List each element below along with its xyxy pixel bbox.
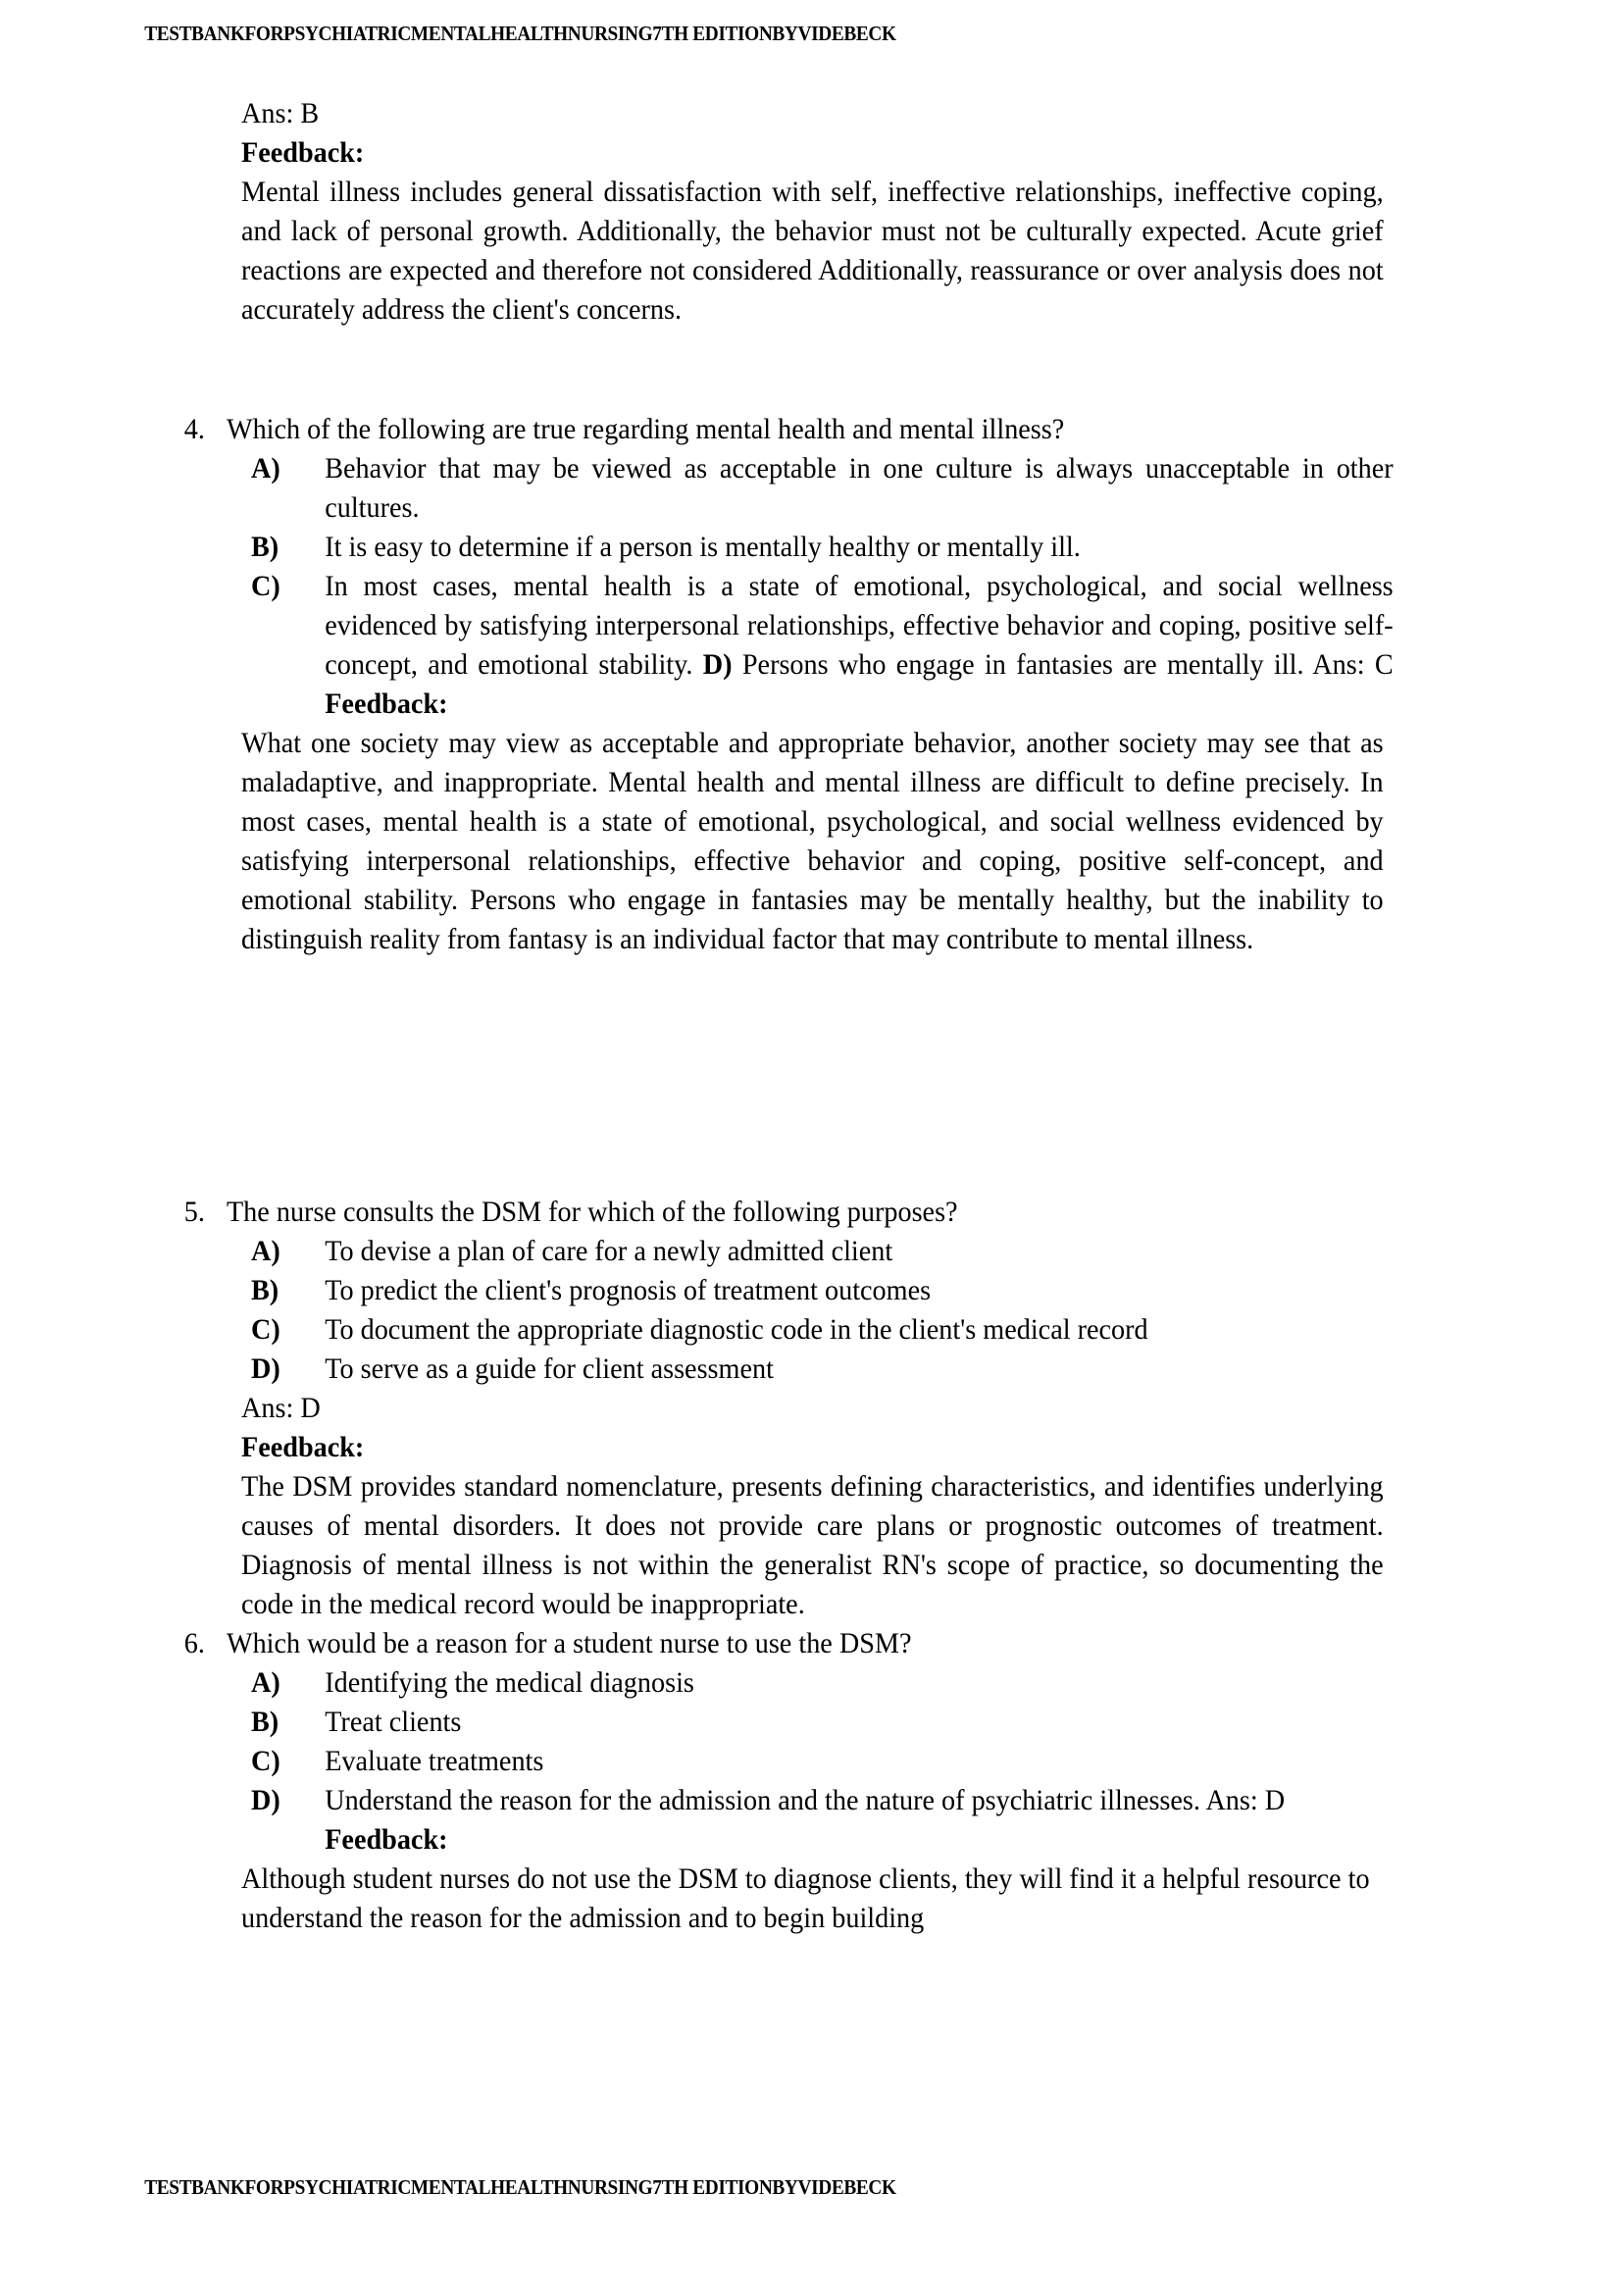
question-5-option-a[interactable]	[251, 1232, 1394, 1271]
spacer	[241, 330, 1384, 410]
running-head: TESTBANKFORPSYCHIATRICMENTALHEALTHNURSING7TH EDITIONBYVIDEBECK	[144, 22, 896, 45]
question-4-options	[251, 449, 1394, 724]
question-5-option-c[interactable]	[251, 1310, 1394, 1350]
option-letter: B)	[251, 1706, 279, 1738]
question-6-feedback-text: Although student nurses do not use the DSM to diagnose clients, they will find it a helpful resource to understand the reason for the admission and to begin building	[241, 1862, 1370, 1934]
question-5-stem: The nurse consults the DSM for which of the following purposes?	[226, 1196, 958, 1228]
option-letter: B)	[251, 531, 279, 563]
option-letter: C)	[251, 1745, 280, 1777]
question-4-number: 4.	[183, 413, 205, 445]
option-text: Identifying the medical diagnosis	[325, 1666, 694, 1699]
option-text	[325, 1781, 1393, 1860]
option-c-text-part1: In most cases, mental health is a state of emotional, psychological, and social wellness evidenced by satisfying interpersonal relationships, effective behavior and coping, positive self-concept, and emotional stability.	[325, 570, 1394, 681]
option-text: Treat clients	[325, 1706, 462, 1738]
question-5-feedback-text: The DSM provides standard nomenclature, presents defining characteristics, and identifies underlying causes of mental disorders. It does not provide care plans or prognostic outcomes of treatment. Diagnosis of mental illness is not within the generalist RN's scope of practice, so documenting the code in the medical record would be inappropriate.	[241, 1470, 1384, 1620]
option-text: It is easy to determine if a person is mentally healthy or mentally ill.	[325, 531, 1081, 563]
option-letter: A)	[251, 1666, 280, 1699]
question-6	[183, 1624, 1384, 1938]
option-letter: D)	[251, 1352, 280, 1385]
question-4-feedback-text: What one society may view as acceptable and appropriate behavior, another society may see that as maladaptive, and inappropriate. Mental health and mental illness are difficult to define precisely. In most cases, mental health is a state of emotional, psychological, and social wellness evidenced by satisfying interpersonal relationships, effective behavior and coping, positive self-concept, and emotional stability. Persons who engage in fantasies may be mentally healthy, but the inability to distinguish reality from fantasy is an individual factor that may contribute to mental illness.	[241, 727, 1384, 955]
option-text: To serve as a guide for client assessment	[325, 1352, 774, 1385]
question-4-stem: Which of the following are true regarding mental health and mental illness?	[226, 413, 1065, 445]
question-6-option-d[interactable]	[251, 1781, 1394, 1860]
answer-block-q3	[241, 94, 1384, 330]
page-content	[183, 94, 1394, 1938]
question-5-option-b[interactable]	[251, 1271, 1394, 1310]
question-5-feedback-label: Feedback:	[241, 1431, 365, 1463]
inline-feedback-label: Feedback:	[325, 1823, 448, 1856]
option-text: To devise a plan of care for a newly admitted client	[325, 1235, 893, 1267]
question-6-option-c[interactable]	[251, 1742, 1394, 1781]
question-4-option-a[interactable]	[251, 449, 1394, 528]
option-text: To document the appropriate diagnostic code in the client's medical record	[325, 1313, 1148, 1346]
question-5-option-d[interactable]	[251, 1350, 1394, 1389]
option-letter: A)	[251, 1235, 280, 1267]
question-6-stem-row	[183, 1624, 1384, 1663]
option-text: To predict the client's prognosis of treatment outcomes	[325, 1274, 932, 1306]
option-letter: A)	[251, 452, 280, 484]
option-letter: C)	[251, 1313, 280, 1346]
option-text: Behavior that may be viewed as acceptable in one culture is always unacceptable in other cultures.	[325, 452, 1394, 524]
question-5-ans-label: Ans: D	[241, 1392, 321, 1424]
question-4-option-c[interactable]	[251, 567, 1394, 724]
option-letter: B)	[251, 1274, 279, 1306]
option-letter: C)	[251, 570, 280, 602]
option-d-text-part1: Understand the reason for the admission and the nature of psychiatric illnesses. Ans: D	[325, 1784, 1286, 1816]
question-4-stem-row	[183, 410, 1384, 449]
option-c-text-part2: Persons who engage in fantasies are mentally ill. Ans: C	[732, 648, 1394, 681]
question-4-option-b[interactable]	[251, 528, 1394, 567]
question-6-number: 6.	[183, 1627, 205, 1659]
q3-feedback-label: Feedback:	[241, 136, 365, 169]
question-5	[183, 1193, 1384, 1624]
option-letter: D)	[251, 1784, 280, 1816]
option-text	[325, 567, 1393, 724]
question-6-options	[251, 1663, 1394, 1860]
running-foot: TESTBANKFORPSYCHIATRICMENTALHEALTHNURSING7TH EDITIONBYVIDEBECK	[144, 2175, 896, 2199]
question-6-option-b[interactable]	[251, 1703, 1394, 1742]
option-text: Evaluate treatments	[325, 1745, 544, 1777]
question-5-number: 5.	[183, 1196, 205, 1228]
question-6-stem: Which would be a reason for a student nurse to use the DSM?	[226, 1627, 912, 1659]
inline-feedback-label: Feedback:	[325, 688, 448, 720]
question-4	[183, 410, 1394, 959]
question-5-stem-row	[183, 1193, 1384, 1232]
q3-feedback-text: Mental illness includes general dissatisfaction with self, ineffective relationships, ineffective coping, and lack of personal growth. Additionally, the behavior must not be culturally expected. Acute grief reactions are expected and therefore not considered Additionally, reassurance or over analysis does not accurately address the client's concerns.	[241, 176, 1384, 326]
question-6-option-a[interactable]	[251, 1663, 1394, 1703]
spacer	[241, 959, 1384, 1193]
inline-option-d-letter: D)	[702, 648, 733, 681]
question-5-options	[251, 1232, 1394, 1389]
q3-ans-label: Ans: B	[241, 97, 320, 129]
